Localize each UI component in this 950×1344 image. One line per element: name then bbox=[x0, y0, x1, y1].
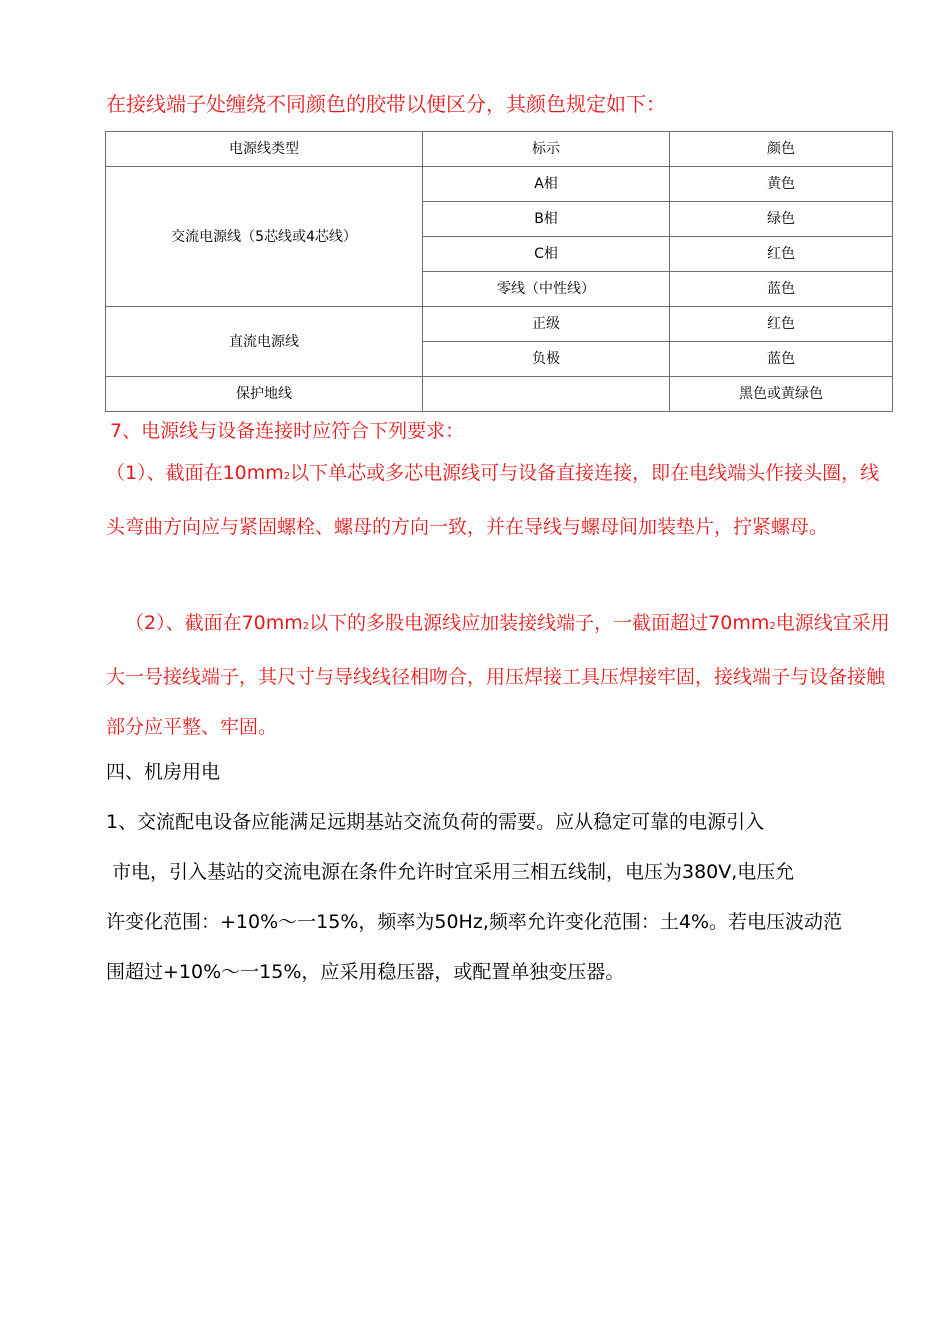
table-cell-mark: 零线（中性线） bbox=[423, 272, 670, 307]
item-1-size: 10mm bbox=[222, 462, 284, 484]
item-2-size-2: 70mm bbox=[708, 612, 770, 634]
item-2-size-1: 70mm bbox=[241, 612, 303, 634]
item-1-prefix: （1）、截面在 bbox=[106, 462, 223, 484]
section-4-heading: 四、机房用电 bbox=[106, 761, 221, 783]
table-cell-color: 黄色 bbox=[670, 167, 893, 202]
table-header-row bbox=[106, 132, 893, 167]
table-cell-color: 红色 bbox=[670, 307, 893, 342]
table-cell-mark: B相 bbox=[423, 202, 670, 237]
item-2-size-2-exp: 2 bbox=[769, 621, 776, 632]
table-row bbox=[106, 167, 893, 202]
header-color: 颜色 bbox=[670, 132, 893, 167]
table-cell-mark bbox=[423, 377, 670, 412]
table-cell-color: 黑色或黄绿色 bbox=[670, 377, 893, 412]
table-cell-mark: 正级 bbox=[423, 307, 670, 342]
table-cell-mark: C相 bbox=[423, 237, 670, 272]
table-cell-mark: 负极 bbox=[423, 342, 670, 377]
table-row bbox=[106, 377, 893, 412]
header-cable-type: 电源线类型 bbox=[106, 132, 423, 167]
item-2-prefix: （2）、截面在 bbox=[125, 612, 242, 634]
ac-cable-label: 交流电源线（5芯线或4芯线） bbox=[106, 167, 423, 307]
item-1-body: 以下单芯或多芯电源线可与设备直接连接，即在电线端头作接头圈，线头弯曲方向应与紧固螺栓、螺母的方向一致，并在导线与螺母间加装垫片，拧紧螺母。 bbox=[106, 462, 880, 538]
table-row bbox=[106, 307, 893, 342]
section-4-para-line-2: 市电，引入基站的交流电源在条件允许时宜采用三相五线制，电压为380V,电压允 bbox=[112, 861, 795, 883]
intro-text: 在接线端子处缠绕不同颜色的胶带以便区分，其颜色规定如下： bbox=[106, 92, 666, 116]
section-7-item-1 bbox=[106, 448, 896, 552]
table-cell-color: 蓝色 bbox=[670, 342, 893, 377]
table-cell-color: 红色 bbox=[670, 237, 893, 272]
table-cell-color: 蓝色 bbox=[670, 272, 893, 307]
header-mark: 标示 bbox=[423, 132, 670, 167]
item-2-body: 电源线宜采用大一号接线端子，其尺寸与导线线径相吻合，用压焊接工具压焊接牢固，接线端子与设备接触部分应平整、牢固。 bbox=[106, 612, 890, 738]
section-4-para-line-3: 许变化范围：+10%～一15%，频率为50Hz,频率允许变化范围：土4%。若电压波动范 bbox=[106, 911, 843, 933]
ground-cable-label: 保护地线 bbox=[106, 377, 423, 412]
section-7-item-2 bbox=[106, 598, 896, 752]
section-7-heading: 7、电源线与设备连接时应符合下列要求： bbox=[110, 420, 465, 442]
color-code-table bbox=[105, 131, 893, 412]
item-2-size-1-exp: 2 bbox=[302, 621, 310, 632]
item-1-size-exp: 2 bbox=[283, 471, 291, 482]
section-4-para-line-4: 围超过+10%～一15%，应采用稳压器，或配置单独变压器。 bbox=[106, 961, 625, 983]
table-cell-color: 绿色 bbox=[670, 202, 893, 237]
item-2-middle: 以下的多股电源线应加装接线端子，一截面超过 bbox=[309, 612, 709, 634]
table-cell-mark: A相 bbox=[423, 167, 670, 202]
dc-cable-label: 直流电源线 bbox=[106, 307, 423, 377]
section-4-para-line-1: 1、交流配电设备应能满足远期基站交流负荷的需要。应从稳定可靠的电源引入 bbox=[106, 811, 765, 833]
